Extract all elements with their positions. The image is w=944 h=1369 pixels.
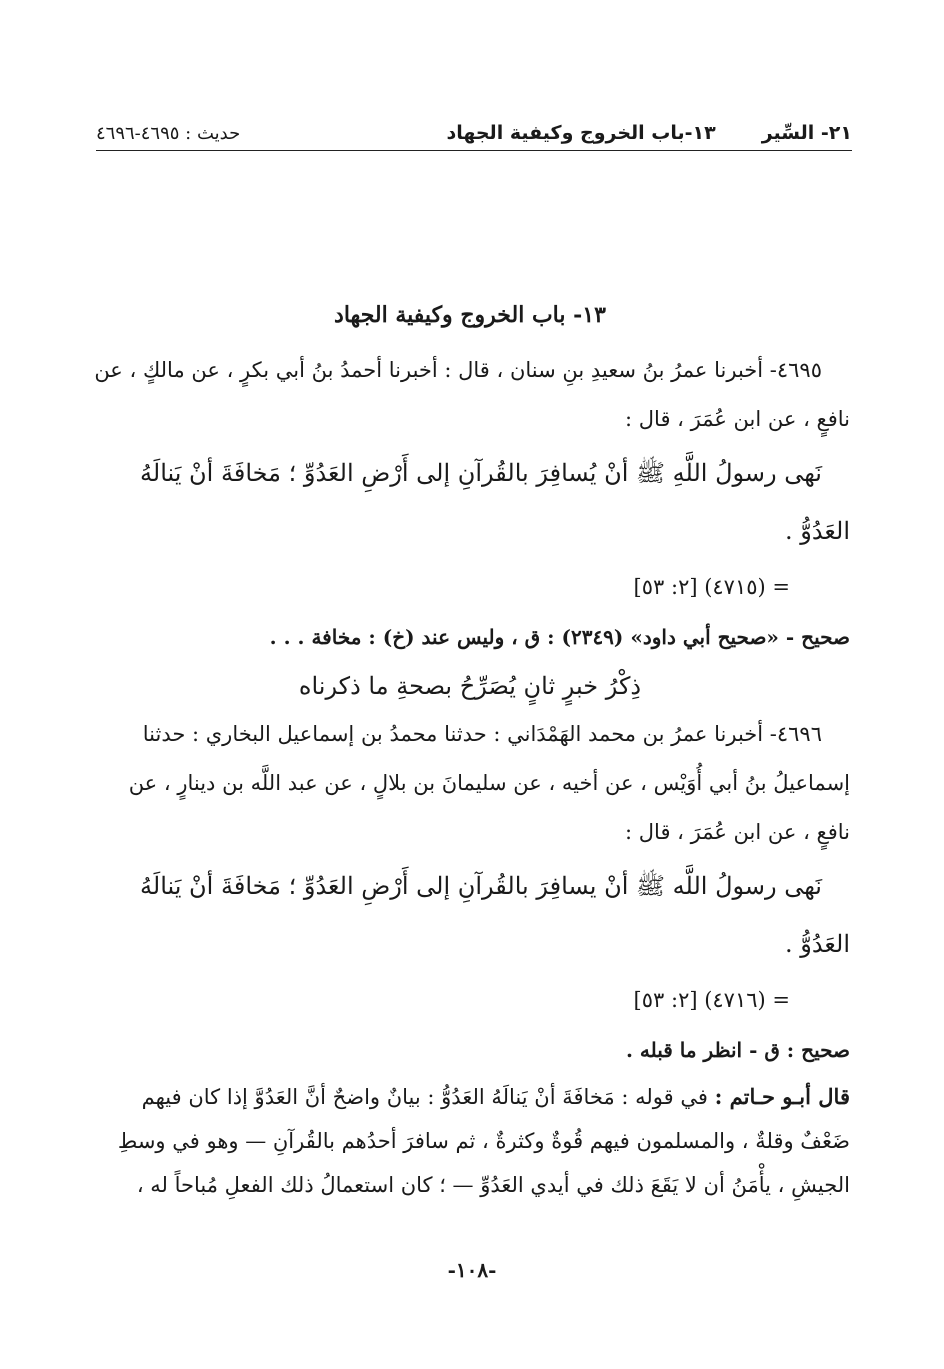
page-number: -١٠٨- bbox=[447, 1258, 497, 1282]
section-title: ١٣- باب الخروج وكيفية الجهاد bbox=[334, 302, 606, 328]
hadith-4696-grade: صحيح : ق - انظر ما قبله . bbox=[625, 1038, 850, 1062]
hadith-4696-reference: = (٤٧١٦) [٢: ٥٣] bbox=[633, 988, 790, 1012]
commentary-text: في قوله : مَخافَةَ أنْ يَنالَهُ العَدُوُّ : بيانٌ واضحٌ أنَّ العَدُوَّ إذا كان فيهم ضَعْفٌ وقلةٌ ، والمسلمون فيهم قُوةٌ وكثرةٌ ، ثم سافرَ أحدُهم بالقُرآنِ — وهو في وسطِ الجيشِ ، يأْمَنُ أن لا يَقَعَ ذلك في أيدي العَدُوِّ — ؛ كان استعمالُ ذلك الفعلِ مُباحاً له ، bbox=[117, 1085, 850, 1197]
subsection-title: ذِكْرُ خبرٍ ثانٍ يُصَرِّحُ بصحةِ ما ذكرناه bbox=[298, 672, 642, 700]
hadith-4695-grade: صحيح - «صحيح أبي داود» (٢٣٤٩) : ق ، وليس عند (خ) : مخافة . . . bbox=[269, 625, 850, 649]
hadith-4696-matn: نَهى رسولُ اللَّه ﷺ أنْ يسافِرَ بالقُرآنِ إلى أَرْضِ العَدُوِّ ؛ مَخافَةَ أنْ يَنالَهُ العَدُوُّ . bbox=[140, 872, 850, 958]
commentary-speaker: قال أبـو حـاتم : bbox=[714, 1084, 850, 1109]
hadith-4695-matn: نَهى رسولُ اللَّهِ ﷺ أنْ يُسافِرَ بالقُرآنِ إلى أَرْضِ العَدُوِّ ؛ مَخافَةَ أنْ يَنالَهُ العَدُوُّ . bbox=[140, 459, 850, 545]
hadith-4695-reference: = (٤٧١٥) [٢: ٥٣] bbox=[633, 575, 790, 599]
hadith-4696-isnad: ٤٦٩٦- أخبرنا عمرُ بن محمد الهَمْدَاني : حدثنا محمدُ بن إسماعيل البخاري : حدثنا إسماعيلُ بنُ أبي أُوَيْس ، عن أخيه ، عن سليمانَ بن بلالٍ ، عن عبد اللَّه بن دينارٍ ، عن نافعٍ ، عن ابن عُمَرَ ، قال : bbox=[128, 722, 850, 844]
page-body bbox=[90, 300, 850, 1207]
header-book-title: ٢١- السِّير bbox=[761, 122, 852, 144]
header-chapter-title: ١٣-باب الخروج وكيفية الجهاد bbox=[446, 122, 716, 144]
running-header bbox=[96, 110, 852, 151]
header-hadith-range: حديث : ٤٦٩٥-٤٦٩٦ bbox=[96, 123, 241, 144]
commentary-paragraph bbox=[90, 1075, 850, 1207]
hadith-4695-isnad: ٤٦٩٥- أخبرنا عمرُ بنُ سعيدِ بنِ سنان ، قال : أخبرنا أحمدُ بنُ أبي بكرٍ ، عن مالكٍ ، عن نافعٍ ، عن ابن عُمَرَ ، قال : bbox=[94, 358, 850, 431]
